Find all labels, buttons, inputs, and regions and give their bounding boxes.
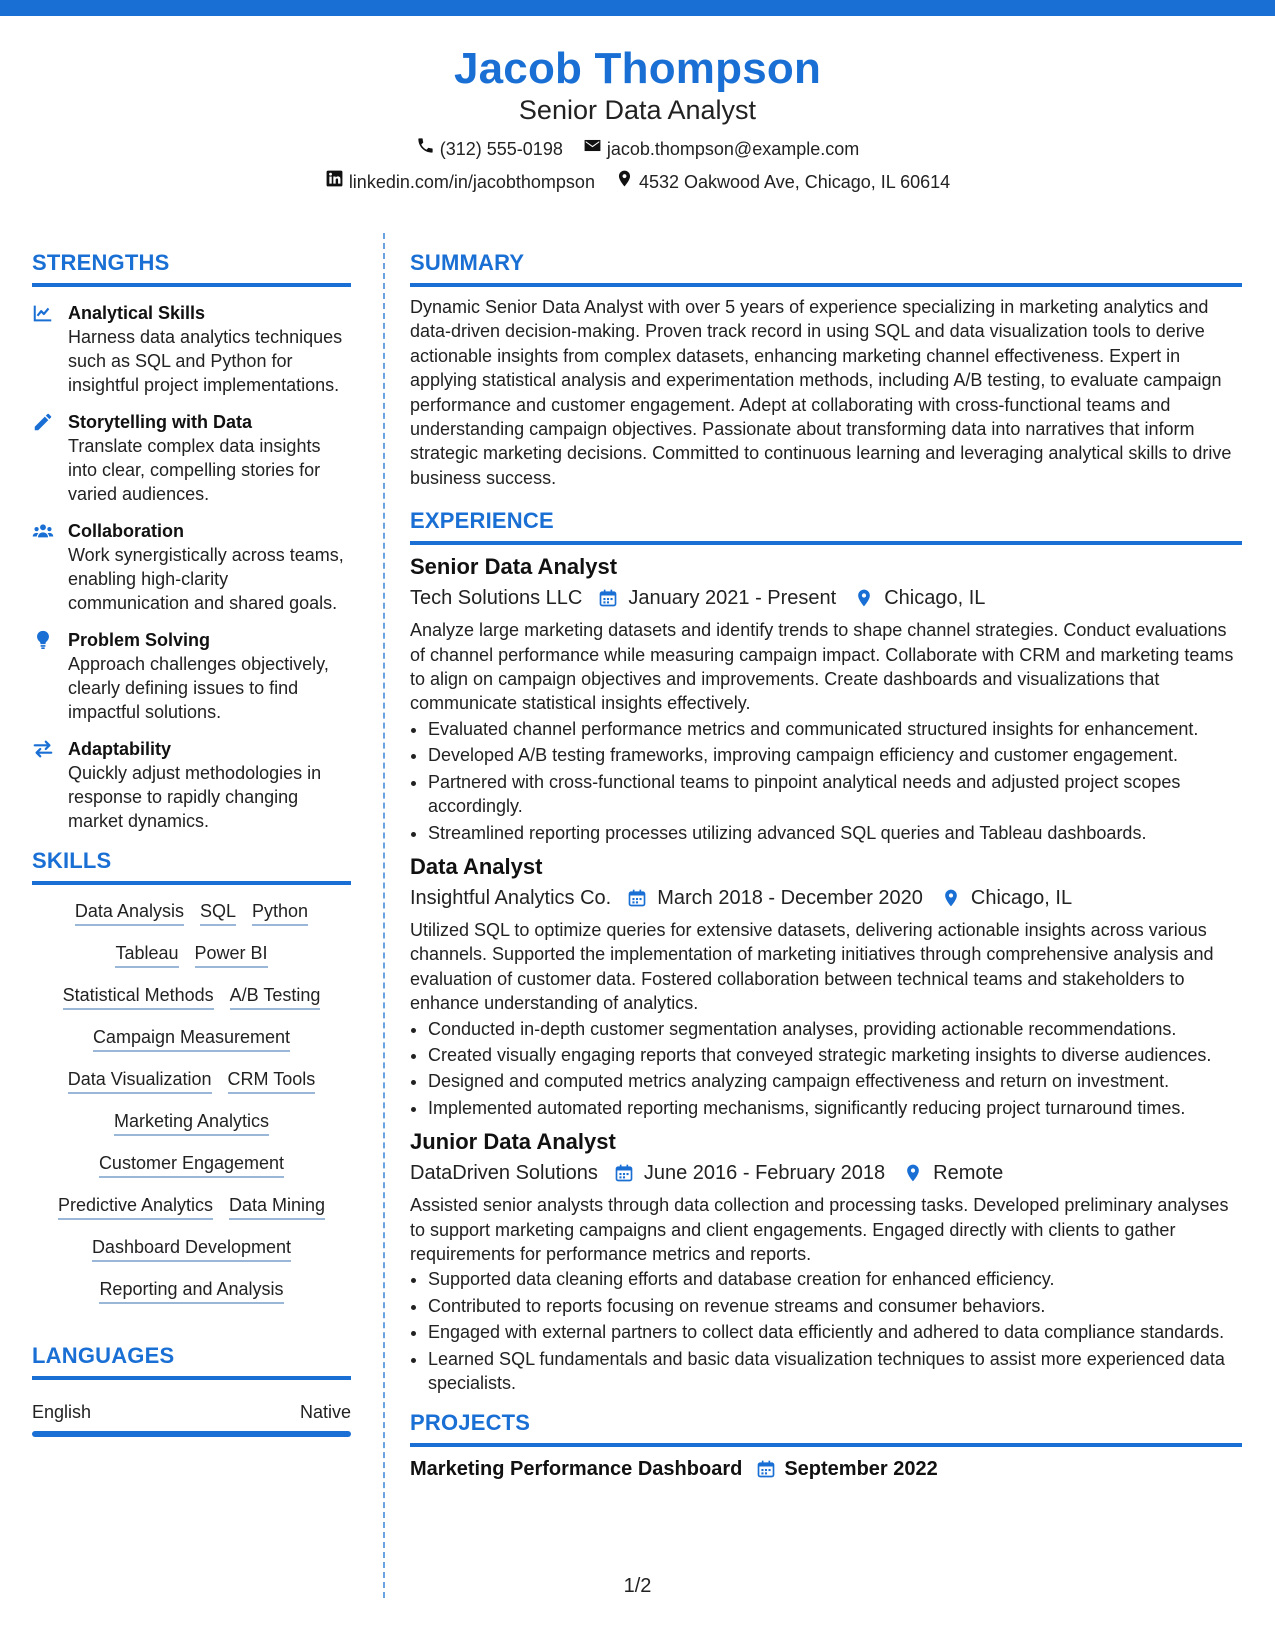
job-bullet: • Designed and computed metrics analyzing campaign effectiveness and return on investment. <box>428 1069 1242 1093</box>
job-description: Utilized SQL to optimize queries for extensive datasets, delivering actionable insights across various channels. Supported the implementation of marketing initiatives through comprehensive analysis and evaluation of customer data. Fostered collaboration between technical teams and stakeholders to enhance understanding of analytics. <box>410 919 1214 1014</box>
job-bullet: • Streamlined reporting processes utilizing advanced SQL queries and Tableau dashboards. <box>428 821 1242 845</box>
job-meta <box>410 584 1242 612</box>
strength-description: Quickly adjust methodologies in response to rapidly changing market dynamics. <box>68 763 322 831</box>
strength-item <box>32 301 351 397</box>
experience-section <box>410 507 1242 1395</box>
job-location: Chicago, IL <box>970 886 1073 909</box>
column-divider <box>383 233 385 1598</box>
skills-heading: SKILLS <box>32 847 351 885</box>
job-description: Analyze large marketing datasets and identify trends to shape channel strategies. Conduct evaluations of channel performance while measuring campaign impact. Collaborate with CRM and marketing teams to align on campaign objectives and improvements. Create dashboards and visualizations that communicate statistical insights effectively. <box>410 620 1234 714</box>
email-contact[interactable] <box>583 136 859 161</box>
linkedin-text[interactable]: linkedin.com/in/jacobthompson <box>348 171 595 192</box>
job-location: Remote <box>933 1162 1004 1185</box>
address-contact <box>615 169 950 194</box>
page-number-text: 1/2 <box>623 1575 652 1597</box>
language-name: English <box>32 1402 92 1422</box>
skill-tag: Reporting and Analysis <box>99 1277 283 1304</box>
job-bullet: • Learned SQL fundamentals and basic data visualization techniques to assist more experienced data specialists. <box>428 1347 1242 1396</box>
project-date: September 2022 <box>784 1458 938 1481</box>
project-title: Marketing Performance Dashboard <box>410 1458 743 1481</box>
strength-title: Adaptability <box>68 739 172 759</box>
strength-description: Translate complex data insights into clear, compelling stories for varied audiences. <box>68 436 321 504</box>
skill-tag: Data Analysis <box>75 899 184 926</box>
location-pin-icon <box>854 588 874 608</box>
job-title: Senior Data Analyst <box>410 554 618 580</box>
skill-row <box>32 1067 351 1094</box>
job-bullet: • Partnered with cross-functional teams to pinpoint analytical needs and adjusted project scopes accordingly. <box>428 770 1242 819</box>
linkedin-icon <box>325 169 344 194</box>
strength-title: Analytical Skills <box>68 303 206 323</box>
languages-section <box>32 1342 351 1437</box>
summary-heading: SUMMARY <box>410 249 1242 287</box>
job-description: Assisted senior analysts through data collection and processing tasks. Developed preliminary analyses to support marketing campaigns and client engagements. Engaged directly with clients to gather requirements for performance metrics and reports. <box>410 1195 1229 1264</box>
job-bullet: • Supported data cleaning efforts and database creation for enhanced efficiency. <box>428 1267 1242 1291</box>
contact-row-2 <box>0 169 1275 194</box>
candidate-name: Jacob Thompson <box>453 44 822 93</box>
skill-row <box>32 899 351 926</box>
job-title: Junior Data Analyst <box>410 1129 616 1155</box>
top-accent-bar <box>0 0 1275 16</box>
skill-row <box>32 941 351 968</box>
job-bullet: • Created visually engaging reports that conveyed strategic marketing insights to diverse audiences. <box>428 1043 1242 1067</box>
calendar-icon <box>598 588 618 608</box>
skill-tag: Data Mining <box>229 1193 325 1220</box>
company-name: DataDriven Solutions <box>410 1162 598 1185</box>
skill-tag: Tableau <box>115 941 178 968</box>
skill-row <box>32 1193 351 1220</box>
contact-row-1 <box>0 136 1275 161</box>
skill-tag: Marketing Analytics <box>114 1109 269 1136</box>
job-meta <box>410 884 1242 912</box>
language-level: Native <box>299 1402 351 1422</box>
skill-tag: Customer Engagement <box>99 1151 284 1178</box>
location-pin-icon <box>615 169 634 194</box>
location-pin-icon <box>941 888 961 908</box>
language-row <box>32 1400 351 1424</box>
jobs-list <box>410 553 1242 1395</box>
strength-description: Work synergistically across teams, enabling high-clarity communication and shared goals. <box>68 545 344 613</box>
calendar-icon <box>756 1459 776 1479</box>
job-location: Chicago, IL <box>884 587 986 610</box>
strength-description: Approach challenges objectively, clearly defining issues to find impactful solutions. <box>68 654 329 722</box>
lightbulb-icon <box>32 628 56 724</box>
resume-header <box>0 42 1275 194</box>
languages-heading: LANGUAGES <box>32 1342 351 1380</box>
email-text[interactable]: jacob.thompson@example.com <box>606 138 860 159</box>
candidate-title: Senior Data Analyst <box>518 95 757 125</box>
strengths-heading: STRENGTHS <box>32 249 351 287</box>
job-bullets <box>410 717 1242 845</box>
strength-description: Harness data analytics techniques such as SQL and Python for insightful project implementations. <box>68 327 343 395</box>
strength-item <box>32 628 351 724</box>
skill-row <box>32 1151 351 1178</box>
job-bullet: • Evaluated channel performance metrics and communicated structured insights for enhancement. <box>428 717 1242 741</box>
skill-tag: Data Visualization <box>68 1067 212 1094</box>
job-entry <box>410 853 1242 1120</box>
projects-section <box>410 1409 1242 1483</box>
job-meta <box>410 1159 1242 1187</box>
strengths-list <box>32 301 351 833</box>
strength-title: Collaboration <box>68 521 184 541</box>
page-number <box>0 1574 1275 1598</box>
job-bullet: • Engaged with external partners to collect data efficiently and adhered to data compliance standards. <box>428 1320 1242 1344</box>
phone-icon <box>416 136 435 161</box>
job-title: Data Analyst <box>410 853 543 879</box>
skill-tag: Campaign Measurement <box>93 1025 290 1052</box>
phone-text: (312) 555-0198 <box>439 138 563 159</box>
skills-section <box>32 847 351 1304</box>
skill-tag: Predictive Analytics <box>58 1193 213 1220</box>
summary-text: Dynamic Senior Data Analyst with over 5 years of experience specializing in marketing analytics and data-driven decision-making. Proven track record in using SQL and data visualization tools to derive actionable insights from complex datasets, enhancing marketing channel effectiveness. Expert in applying statistical analysis and experimentation methods, including A/B testing, to evaluate campaign performance and customer engagement. Adept at collaborating with cross-functional teams and understanding campaign objectives. Passionate about transforming data into narratives that inform strategic marketing decisions. Committed to continuous learning and leveraging analytical skills to drive business success. <box>410 297 1232 488</box>
skill-tag: CRM Tools <box>228 1067 316 1094</box>
skills-list <box>32 899 351 1304</box>
job-entry <box>410 1128 1242 1395</box>
envelope-icon <box>583 136 602 161</box>
calendar-icon <box>627 888 647 908</box>
location-pin-icon <box>903 1163 923 1183</box>
skill-tag: Statistical Methods <box>63 983 214 1010</box>
experience-heading: EXPERIENCE <box>410 507 1242 545</box>
job-bullet: • Implemented automated reporting mechanisms, significantly reducing project turnaround times. <box>428 1096 1242 1120</box>
job-bullets <box>410 1017 1242 1121</box>
address-text: 4532 Oakwood Ave, Chicago, IL 60614 <box>638 171 951 192</box>
chart-line-icon <box>32 301 56 397</box>
pencil-icon <box>32 410 56 506</box>
linkedin-contact[interactable] <box>325 169 595 194</box>
job-bullet: • Developed A/B testing frameworks, improving campaign efficiency and customer engagement. <box>428 743 1242 767</box>
company-name: Tech Solutions LLC <box>410 587 583 610</box>
strength-item <box>32 410 351 506</box>
left-column <box>32 249 351 1437</box>
calendar-icon <box>614 1163 634 1183</box>
users-icon <box>32 519 56 615</box>
strength-title: Storytelling with Data <box>68 412 253 432</box>
skill-tag: Power BI <box>195 941 268 968</box>
skill-row <box>32 1025 351 1052</box>
skill-row <box>32 1109 351 1136</box>
exchange-arrows-icon <box>32 737 56 833</box>
phone-contact <box>416 136 563 161</box>
job-dates: June 2016 - February 2018 <box>643 1162 886 1185</box>
job-bullets <box>410 1267 1242 1395</box>
strength-item <box>32 737 351 833</box>
job-bullet: • Conducted in-depth customer segmentation analyses, providing actionable recommendations. <box>428 1017 1242 1041</box>
strength-item <box>32 519 351 615</box>
skill-tag: Dashboard Development <box>92 1235 291 1262</box>
skill-row <box>32 983 351 1010</box>
strength-title: Problem Solving <box>68 630 211 650</box>
job-bullet: • Contributed to reports focusing on revenue streams and consumer behaviors. <box>428 1294 1242 1318</box>
skill-row <box>32 1277 351 1304</box>
skill-tag: Python <box>252 899 308 926</box>
job-dates: January 2021 - Present <box>628 587 837 610</box>
skill-row <box>32 1235 351 1262</box>
project-item <box>410 1455 1242 1483</box>
skill-tag: SQL <box>200 899 236 926</box>
job-dates: March 2018 - December 2020 <box>657 886 923 909</box>
right-column <box>410 249 1242 1483</box>
job-entry <box>410 553 1242 845</box>
skill-tag: A/B Testing <box>230 983 321 1010</box>
projects-heading: PROJECTS <box>410 1409 1242 1447</box>
company-name: Insightful Analytics Co. <box>410 886 612 909</box>
language-proficiency-bar <box>32 1431 351 1437</box>
